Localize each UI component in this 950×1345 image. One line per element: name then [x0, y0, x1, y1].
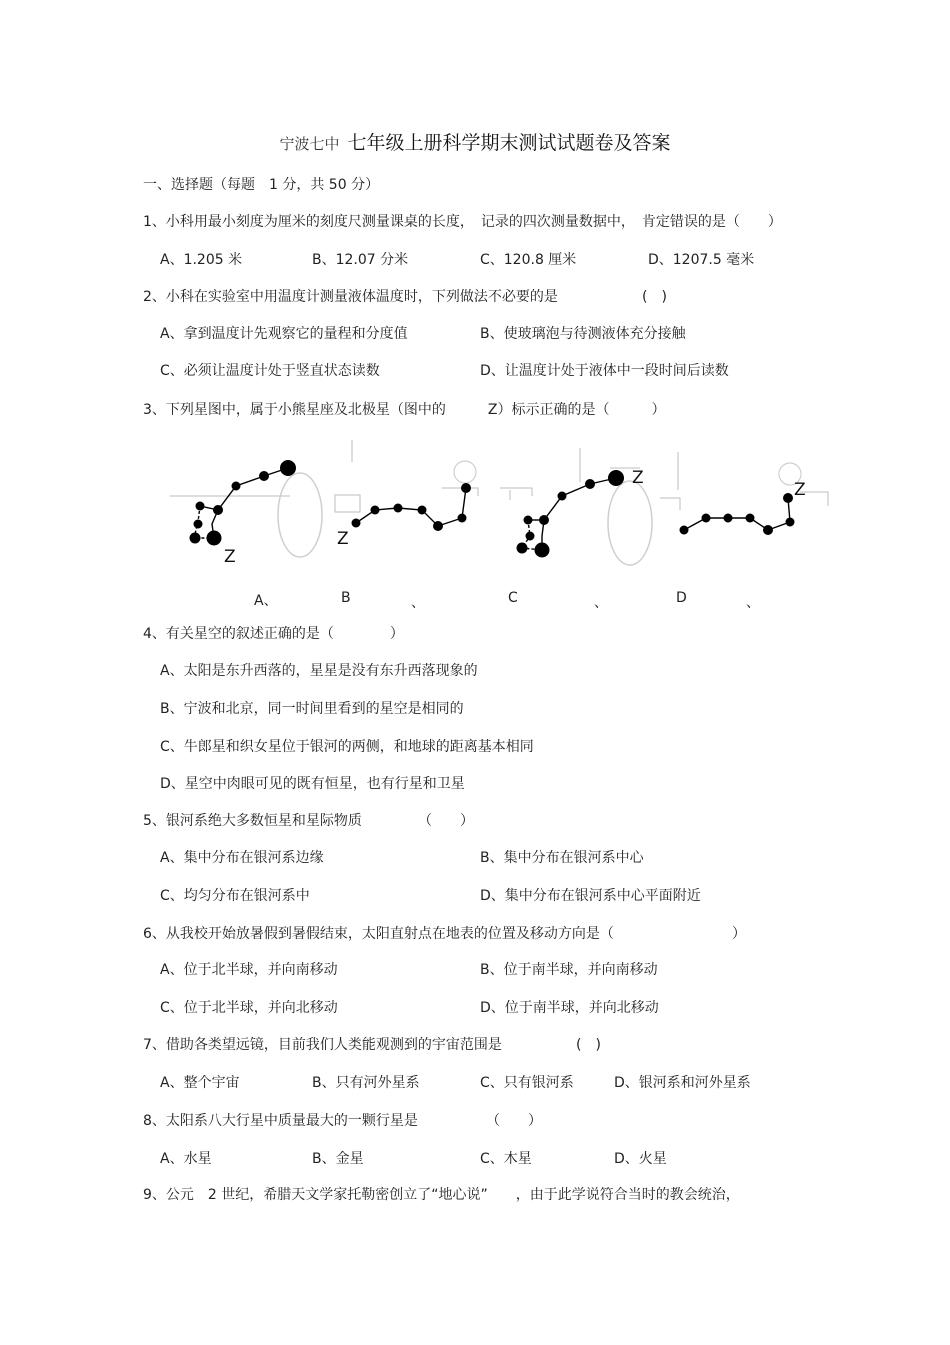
question-1-option-c: C、120.8 厘米	[480, 252, 577, 268]
chart-a-label: A、	[254, 593, 278, 609]
question-8-option-d: D、火星	[614, 1151, 667, 1167]
question-7-option-a: A、整个宇宙	[160, 1075, 240, 1091]
question-6-option-c: C、位于北半球，并向北移动	[160, 1000, 338, 1016]
question-2-option-a: A、拿到温度计先观察它的量程和分度值	[160, 326, 408, 342]
chart-c-label: C	[508, 590, 518, 606]
section-heading: 一、选择题（每题 1 分，共 50 分）	[143, 177, 380, 193]
exam-title: 七年级上册科学期末测试试题卷及答案	[347, 132, 671, 154]
question-5-option-a: A、集中分布在银河系边缘	[160, 850, 324, 866]
question-5-option-c: C、均匀分布在银河系中	[160, 888, 310, 904]
question-1-option-a: A、1.205 米	[160, 252, 243, 268]
question-1-option-d: D、1207.5 毫米	[648, 252, 755, 268]
question-6-option-b: B、位于南半球，并向南移动	[480, 962, 658, 978]
question-6-option-a: A、位于北半球，并向南移动	[160, 962, 338, 978]
question-5-answer-paren: （ ）	[418, 813, 474, 829]
question-3-stem: 3、下列星图中，属于小熊星座及北极星（图中的 Z）标示正确的是（ ）	[143, 402, 666, 418]
question-8-option-a: A、水星	[160, 1151, 212, 1167]
chart-c-star-label: Z	[632, 468, 644, 488]
question-4-option-c: C、牛郎星和织女星位于银河的两侧，和地球的距离基本相同	[160, 739, 534, 755]
school-name: 宁波七中	[279, 135, 340, 153]
question-8-option-b: B、金星	[312, 1151, 364, 1167]
question-4-option-b: B、宁波和北京，同一时间里看到的星空是相同的	[160, 701, 464, 717]
chart-c-separator: 、	[594, 595, 608, 611]
question-7-option-d: D、银河系和河外星系	[614, 1075, 751, 1091]
chart-c-halo-ellipse	[608, 481, 652, 565]
question-8-answer-paren: （ ）	[486, 1113, 542, 1129]
question-4-stem: 4、有关星空的叙述正确的是（ ）	[143, 626, 404, 642]
chart-d-star-label: Z	[794, 480, 806, 500]
chart-b-separator: 、	[411, 595, 425, 611]
question-7-stem: 7、借助各类望远镜，目前我们人类能观测到的宇宙范围是	[143, 1037, 502, 1053]
question-7-option-b: B、只有河外星系	[312, 1075, 420, 1091]
question-9-stem: 9、公元 2 世纪，希腊天文学家托勒密创立了“地心说” ，由于此学说符合当时的教会统治，	[143, 1187, 740, 1203]
star-chart-figure	[160, 440, 840, 580]
question-4-option-d: D、星空中肉眼可见的既有恒星，也有行星和卫星	[160, 776, 465, 792]
chart-a-star-label: Z	[224, 547, 236, 567]
question-7-option-c: C、只有银河系	[480, 1075, 574, 1091]
question-7-answer-paren: ( )	[576, 1037, 601, 1053]
question-6-stem: 6、从我校开始放暑假到暑假结束，太阳直射点在地表的位置及移动方向是（	[143, 926, 614, 942]
chart-a-halo-ellipse	[278, 473, 322, 557]
question-2-option-d: D、让温度计处于液体中一段时间后读数	[480, 363, 729, 379]
question-8-option-c: C、木星	[480, 1151, 532, 1167]
chart-d-label: D	[676, 590, 687, 606]
chart-b-label: B	[341, 590, 351, 606]
question-1-option-b: B、12.07 分米	[312, 252, 409, 268]
star-chart-d	[680, 493, 795, 535]
question-5-stem: 5、银河系绝大多数恒星和星际物质	[143, 813, 362, 829]
question-2-stem: 2、小科在实验室中用温度计测量液体温度时，下列做法不必要的是	[143, 289, 558, 305]
star-chart-b	[352, 483, 472, 531]
question-5-option-d: D、集中分布在银河系中心平面附近	[480, 888, 701, 904]
question-2-answer-paren: ( )	[642, 289, 667, 305]
chart-b-star-label: Z	[337, 529, 349, 549]
question-2-option-b: B、使玻璃泡与待测液体充分接触	[480, 326, 686, 342]
question-8-stem: 8、太阳系八大行星中质量最大的一颗行星是	[143, 1113, 418, 1129]
chart-d-separator: 、	[746, 595, 760, 611]
question-6-answer-paren-close: ）	[732, 926, 746, 942]
page-title	[0, 128, 950, 155]
question-4-option-a: A、太阳是东升西落的，星星是没有东升西落现象的	[160, 663, 478, 679]
question-6-option-d: D、位于南半球，并向北移动	[480, 1000, 659, 1016]
question-2-option-c: C、必须让温度计处于竖直状态读数	[160, 363, 380, 379]
question-1-stem: 1、小科用最小刻度为厘米的刻度尺测量课桌的长度， 记录的四次测量数据中， 肯定错误的是（ ）	[143, 214, 782, 230]
question-5-option-b: B、集中分布在银河系中心	[480, 850, 644, 866]
